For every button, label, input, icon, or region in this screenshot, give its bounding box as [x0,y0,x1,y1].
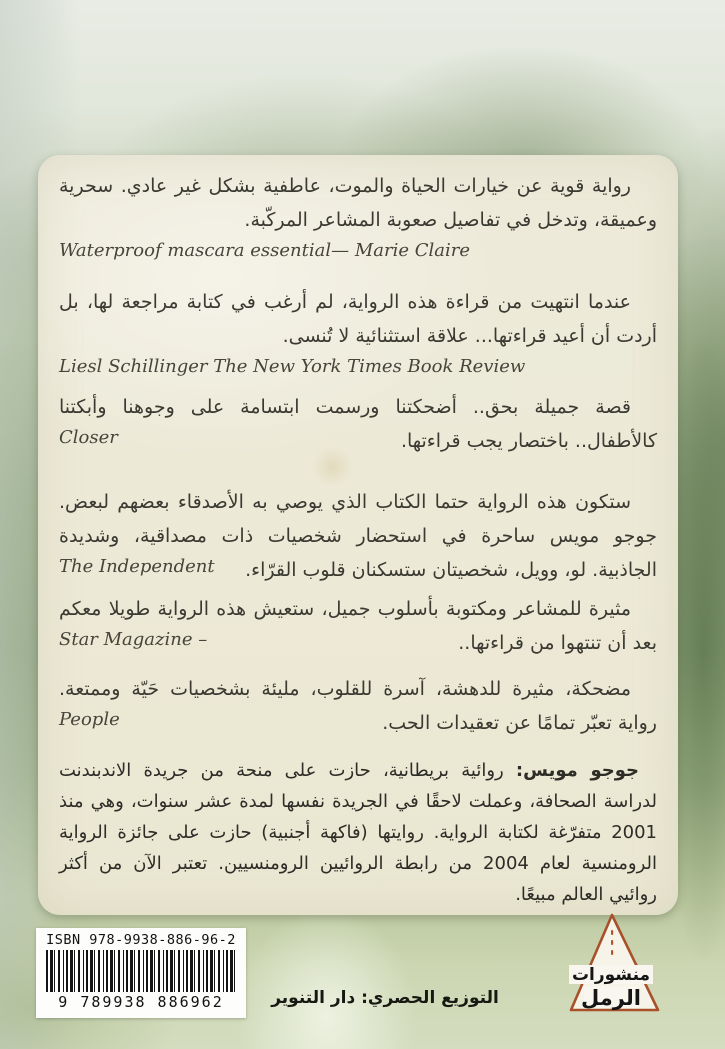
review-quote-independent [59,485,657,587]
quote-text: ستكون هذه الرواية حتما الكتاب الذي يوصي به الأصدقاء بعضهم لبعض. جوجو مويس ساحرة في استحضار شخصيات ذات مصداقية، وشديدة الجاذبية. لو، وويل، شخصيتان ستسكنان قلوب القرّاء. [59,491,657,581]
quote-text: مضحكة، مثيرة للدهشة، آسرة للقلوب، مليئة بشخصيات حَيّة وممتعة. رواية تعبّر تمامًا عن تعقيدات الحب. [59,678,657,734]
review-quote-star-magazine [59,592,657,660]
quote-attribution: Waterproof mascara essential— Marie Claire [59,240,470,261]
publisher-name-line2: الرمل [581,986,641,1010]
barcode-stripes-icon [46,950,236,992]
review-quote-closer [59,390,657,458]
distribution-note: التوزيع الحصري: دار التنوير [271,988,499,1008]
author-name: جوجو مويس: [515,760,639,781]
quote-text: قصة جميلة بحق.. أضحكتنا ورسمت ابتسامة على وجوهنا وأبكتنا كالأطفال.. باختصار يجب قراءتها. [59,396,657,452]
review-quote-nyt [59,285,657,381]
barcode-digits: 9 789938 886962 [58,993,224,1011]
logo-mark-icon [611,930,613,935]
quote-attribution: Liesl Schillinger The New York Times Book Review [59,356,526,377]
logo-mark-icon [611,950,613,955]
publisher-logo [557,903,665,1038]
isbn-number: ISBN 978-9938-886-96-2 [46,932,236,948]
back-cover-panel [38,155,678,915]
author-bio [59,755,657,910]
quote-text: مثيرة للمشاعر ومكتوبة بأسلوب جميل، ستعيش هذه الرواية طويلا معكم بعد أن تنتهوا من قراءتها.. [59,598,657,654]
quote-attribution: The Independent [59,556,215,577]
publisher-name-line1: منشورات [571,965,651,985]
author-bio-text: روائية بريطانية، حازت على منحة من جريدة الاندبندنت لدراسة الصحافة، وعملت لاحقًا في الجريدة نفسها لمدة عشر سنوات، وهي منذ 2001 متفرّغة لكتابة الرواية. روايتها (فاكهة أجنبية) حازت على جائزة الرواية الرومنسية لعام 2004 من رابطة الروائيين الرومنسيين. تعتبر الآن من أكثر روائيي العالم مبيعًا. [59,760,658,905]
quote-attribution: Closer [59,427,118,448]
review-quote-people [59,672,657,740]
quote-text: رواية قوية عن خيارات الحياة والموت، عاطفية بشكل غير عادي. سحرية وعميقة، وتدخل في تفاصيل صعوبة المشاعر المركّبة. [59,175,657,231]
review-quote-marie-claire [59,169,657,265]
quote-attribution: People [59,709,120,730]
quote-attribution: Star Magazine – [59,629,208,650]
author-bio-paragraph [59,755,657,910]
quote-text: عندما انتهيت من قراءة هذه الرواية، لم أرغب في كتابة مراجعة لها، بل أردت أن أعيد قراءتها... علاقة استثنائية لا تُنسى. [59,291,657,347]
logo-mark-icon [611,940,613,945]
